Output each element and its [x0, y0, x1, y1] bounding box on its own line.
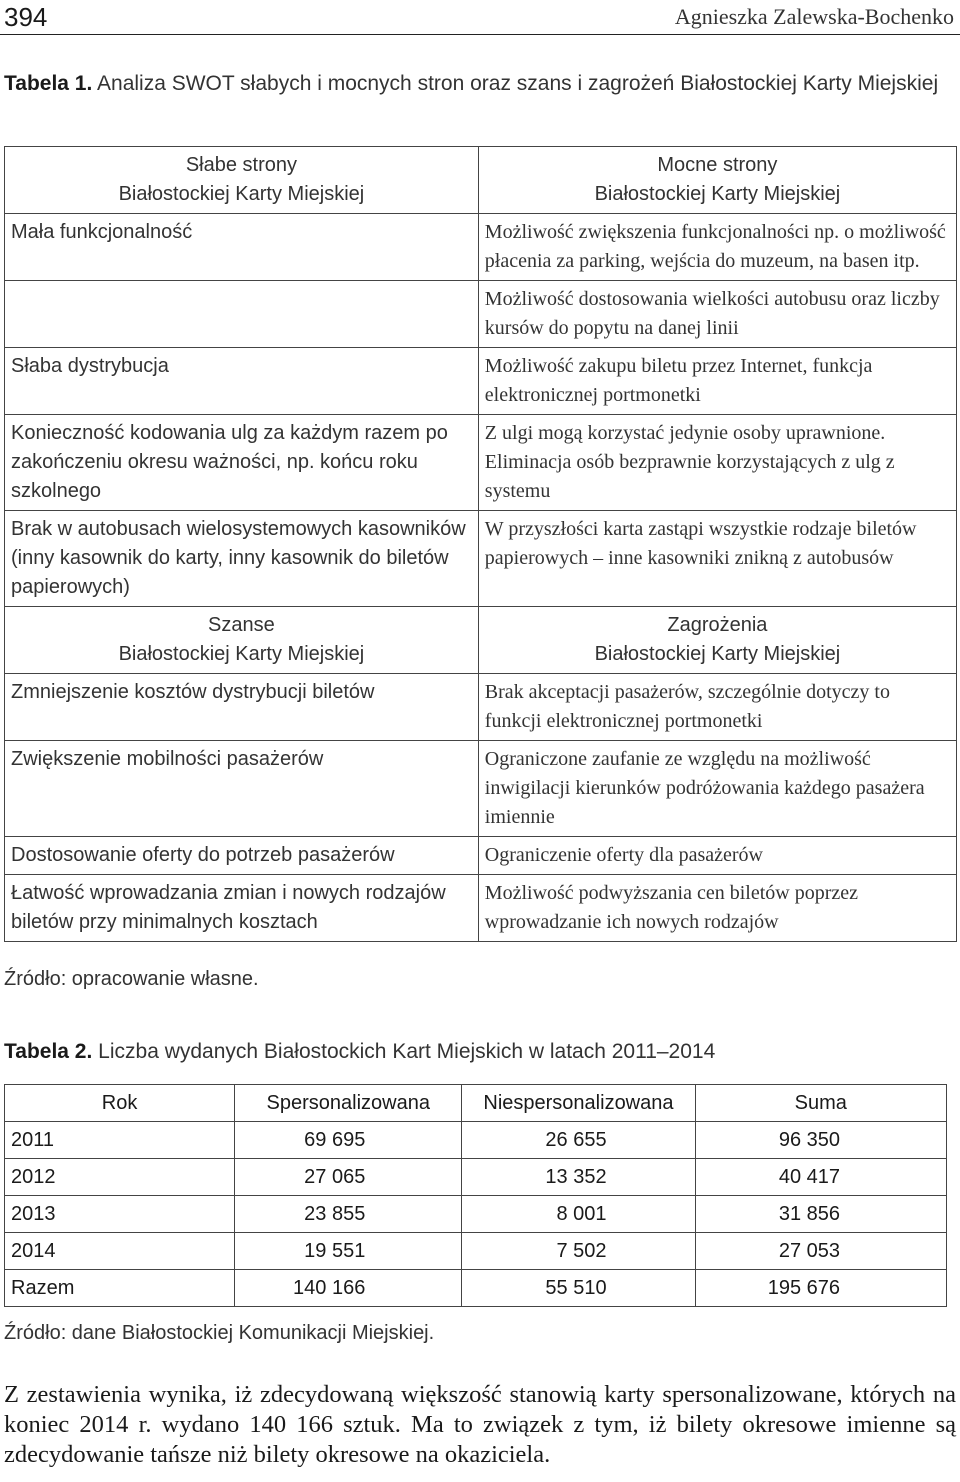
- cell-sum: 40 417: [695, 1159, 946, 1196]
- cell-personalized: 23 855: [235, 1196, 462, 1233]
- weak-cell: [5, 281, 479, 348]
- weak-cell: Mała funkcjonalność: [5, 214, 479, 281]
- opp-header-line2: Białostockiej Karty Miejskiej: [118, 643, 365, 665]
- cell-nonpersonalized: 55 510: [462, 1270, 695, 1307]
- strong-cell: Możliwość dostosowania wielkości autobusu oraz liczby kursów do popytu na danej linii: [478, 281, 956, 348]
- weak-cell: Słaba dystrybucja: [5, 348, 479, 415]
- threat-cell: Ograniczone zaufanie ze względu na możliwość inwigilacji kierunków podróżowania każdego pasażera imiennie: [478, 741, 956, 837]
- swot-header-row: [5, 607, 957, 674]
- col-header-personalized: Spersonalizowana: [235, 1085, 462, 1122]
- col-header-nonpersonalized: Niespersonalizowana: [462, 1085, 695, 1122]
- table1-title: Analiza SWOT słabych i mocnych stron oraz szans i zagrożeń Białostockiej Karty Miejskiej: [97, 72, 939, 95]
- cell-sum: 195 676: [695, 1270, 946, 1307]
- threat-header-line2: Białostockiej Karty Miejskiej: [594, 643, 841, 665]
- threat-cell: Możliwość podwyższania cen biletów poprzez wprowadzanie ich nowych rodzajów: [478, 875, 956, 942]
- weak-cell: Konieczność kodowania ulg za każdym razem po zakończeniu okresu ważności, np. końcu roku szkolnego: [5, 415, 479, 511]
- swot-row: [5, 348, 957, 415]
- swot-row: [5, 875, 957, 942]
- counts-total-row: [5, 1270, 947, 1307]
- opportunity-cell: Łatwość wprowadzania zmian i nowych rodzajów biletów przy minimalnych kosztach: [5, 875, 479, 942]
- strong-header-line1: Mocne strony: [657, 154, 778, 176]
- swot-header-row: [5, 147, 957, 214]
- swot-table: [4, 146, 957, 942]
- table2-caption: [4, 1038, 944, 1066]
- cell-sum: 27 053: [695, 1233, 946, 1270]
- col-header-sum: Suma: [695, 1085, 946, 1122]
- counts-row: [5, 1159, 947, 1196]
- counts-row: [5, 1122, 947, 1159]
- weak-header-line1: Słabe strony: [185, 154, 297, 176]
- threat-cell: Brak akceptacji pasażerów, szczególnie dotyczy to funkcji elektronicznej portmonetki: [478, 674, 956, 741]
- table2-source: Źródło: dane Białostockiej Komunikacji Miejskiej.: [4, 1322, 435, 1344]
- threats-header: [478, 607, 956, 674]
- counts-header-row: [5, 1085, 947, 1122]
- cell-year: 2011: [5, 1122, 235, 1159]
- table2-title: Liczba wydanych Białostockich Kart Miejskich w latach 2011–2014: [98, 1040, 716, 1063]
- swot-row: [5, 674, 957, 741]
- table1-label: Tabela 1.: [4, 72, 93, 95]
- swot-row: [5, 511, 957, 607]
- threat-header-line1: Zagrożenia: [667, 614, 768, 636]
- cards-count-table: [4, 1084, 947, 1307]
- table1-caption: [4, 70, 944, 98]
- weak-cell: Brak w autobusach wielosystemowych kasowników (inny kasownik do karty, inny kasownik do biletów papierowych): [5, 511, 479, 607]
- body-paragraph: Z zestawienia wynika, iż zdecydowaną większość stanowią karty spersonalizowane, których na koniec 2014 r. wydano 140 166 sztuk. Ma to związek z tym, iż bilety okresowe imienne są zdecydowanie tańsze niż bilety okresowe na okaziciela.: [4, 1381, 956, 1468]
- threat-cell: Ograniczenie oferty dla pasażerów: [478, 837, 956, 875]
- table2-label: Tabela 2.: [4, 1040, 93, 1063]
- swot-row: [5, 415, 957, 511]
- page-header: [0, 0, 960, 35]
- strong-cell: Możliwość zwiększenia funkcjonalności np. o możliwość płacenia za parking, wejścia do muzeum, na basen itp.: [478, 214, 956, 281]
- strong-cell: Możliwość zakupu biletu przez Internet, funkcja elektronicznej portmonetki: [478, 348, 956, 415]
- cell-nonpersonalized: 26 655: [462, 1122, 695, 1159]
- swot-row: [5, 837, 957, 875]
- opportunity-cell: Zmniejszenie kosztów dystrybucji biletów: [5, 674, 479, 741]
- cell-year: 2013: [5, 1196, 235, 1233]
- strong-header: [478, 147, 956, 214]
- cell-personalized: 27 065: [235, 1159, 462, 1196]
- opportunities-header: [5, 607, 479, 674]
- weak-header: [5, 147, 479, 214]
- cell-nonpersonalized: 8 001: [462, 1196, 695, 1233]
- running-head-author: Agnieszka Zalewska-Bochenko: [674, 4, 954, 29]
- swot-row: [5, 214, 957, 281]
- swot-row: [5, 741, 957, 837]
- opportunity-cell: Zwiększenie mobilności pasażerów: [5, 741, 479, 837]
- cell-year: 2014: [5, 1233, 235, 1270]
- cell-personalized: 69 695: [235, 1122, 462, 1159]
- cell-nonpersonalized: 7 502: [462, 1233, 695, 1270]
- cell-sum: 96 350: [695, 1122, 946, 1159]
- counts-row: [5, 1233, 947, 1270]
- weak-header-line2: Białostockiej Karty Miejskiej: [118, 183, 365, 205]
- cell-nonpersonalized: 13 352: [462, 1159, 695, 1196]
- cell-sum: 31 856: [695, 1196, 946, 1233]
- strong-cell: Z ulgi mogą korzystać jedynie osoby uprawnione. Eliminacja osób bezprawnie korzystających z ulg z systemu: [478, 415, 956, 511]
- col-header-year: Rok: [5, 1085, 235, 1122]
- counts-row: [5, 1196, 947, 1233]
- opportunity-cell: Dostosowanie oferty do potrzeb pasażerów: [5, 837, 479, 875]
- opp-header-line1: Szanse: [208, 614, 275, 636]
- swot-row: [5, 281, 957, 348]
- cell-year: 2012: [5, 1159, 235, 1196]
- page-number: 394: [4, 2, 48, 32]
- cell-year: Razem: [5, 1270, 235, 1307]
- strong-cell: W przyszłości karta zastąpi wszystkie rodzaje biletów papierowych – inne kasowniki znikną z autobusów: [478, 511, 956, 607]
- cell-personalized: 140 166: [235, 1270, 462, 1307]
- table1-source: Źródło: opracowanie własne.: [4, 968, 259, 990]
- strong-header-line2: Białostockiej Karty Miejskiej: [594, 183, 841, 205]
- cell-personalized: 19 551: [235, 1233, 462, 1270]
